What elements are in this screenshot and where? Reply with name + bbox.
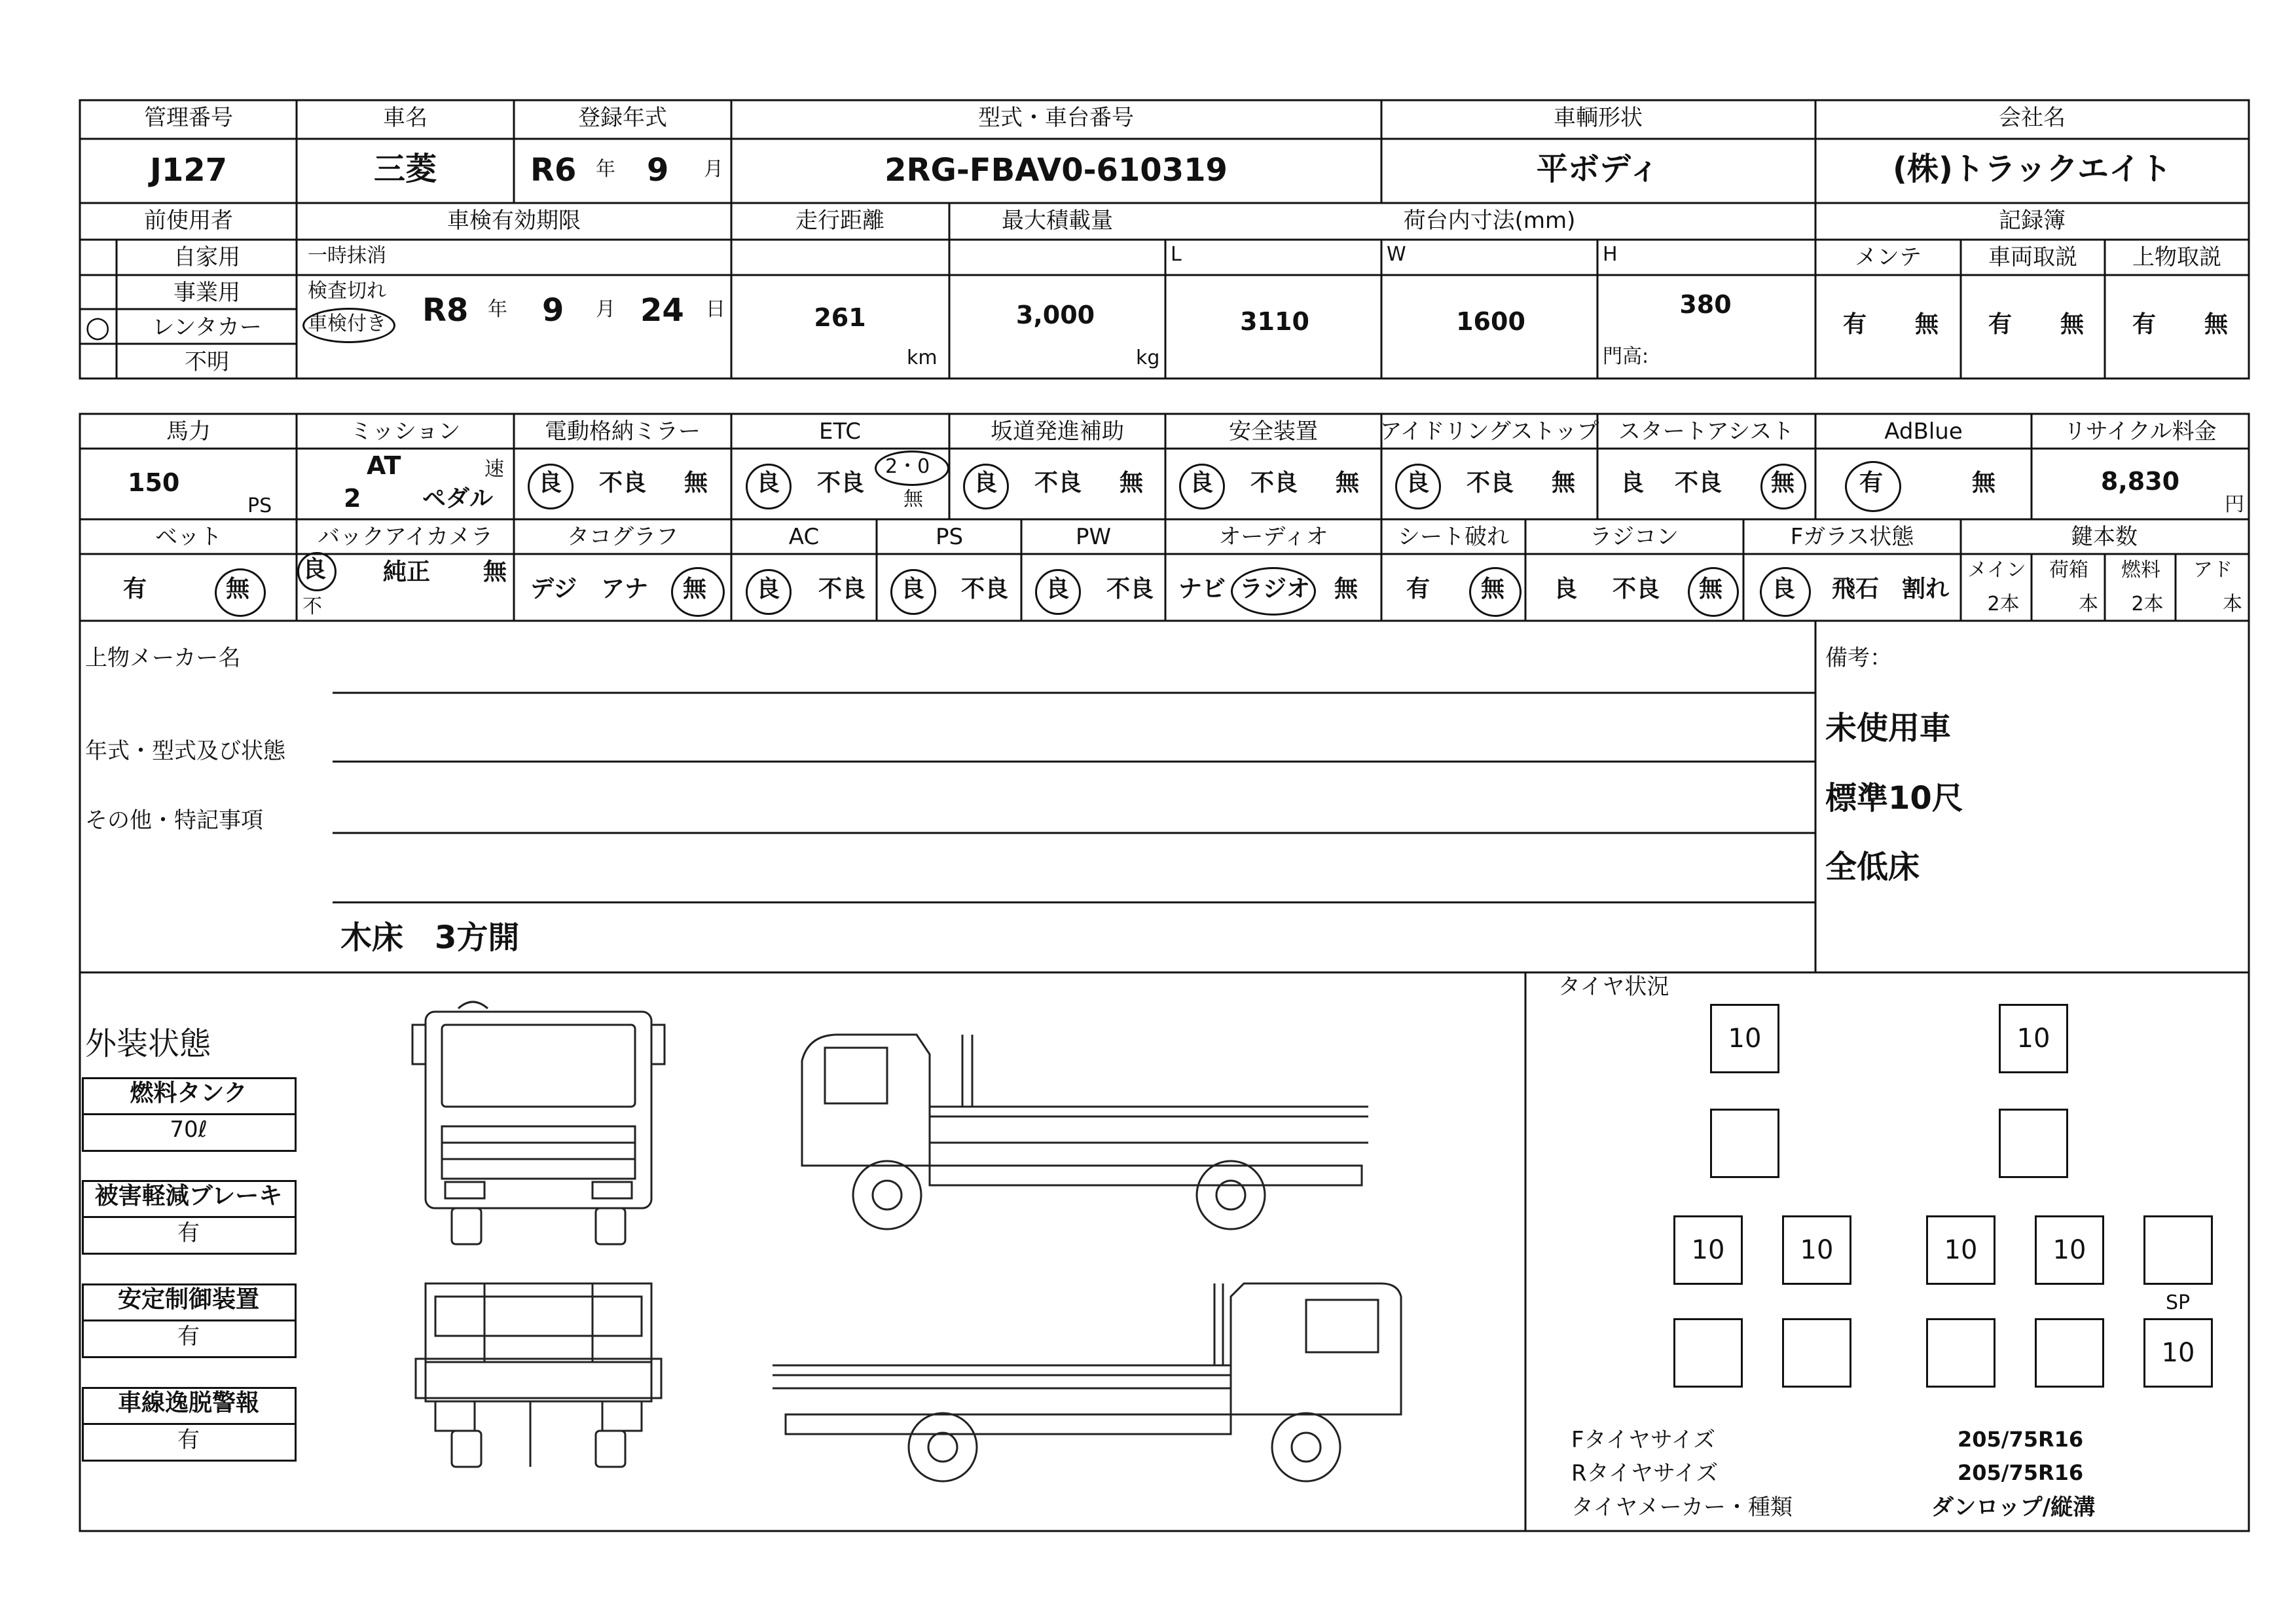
collision-brake-label: 被害軽減ブレーキ	[94, 1183, 283, 1209]
fuel-tank-label: 燃料タンク	[130, 1080, 247, 1107]
remark-low-floor: 全低床	[1825, 849, 1920, 885]
inspection-month: 9	[542, 292, 564, 329]
tire-front-right-blank	[1999, 1109, 2068, 1178]
key-main-count: 2本	[1987, 593, 2020, 616]
header-mission: ミッション	[350, 418, 461, 445]
safety-none: 無	[1336, 470, 1360, 496]
record-body-manual-no: 無	[2204, 311, 2229, 338]
audio-none: 無	[1334, 576, 1358, 602]
glass-crack: 割れ	[1902, 576, 1950, 602]
reg-year-unit: 年	[596, 158, 615, 181]
seat-tear-yes: 有	[1406, 576, 1430, 602]
f-tire-size: 205/75R16	[1958, 1427, 2084, 1452]
header-pw: PW	[1075, 524, 1112, 550]
mileage-value: 261	[814, 303, 866, 332]
r-tire-size: 205/75R16	[1958, 1460, 2084, 1485]
max-load-unit: kg	[1136, 346, 1160, 369]
tire-status-title: タイヤ状況	[1558, 974, 1669, 1000]
key-fuel-label: 燃料	[2121, 559, 2160, 581]
key-box-label: 荷箱	[2049, 559, 2088, 581]
start-assist-bad: 不良	[1675, 470, 1722, 496]
truck-right-side-view	[773, 1283, 1401, 1481]
dim-h-label: H	[1603, 243, 1618, 266]
gate-height-label: 門高:	[1603, 345, 1649, 368]
header-safety: 安全装置	[1229, 418, 1318, 445]
mirror-none: 無	[684, 470, 708, 496]
start-assist-none: 無	[1771, 470, 1795, 496]
tire-maker: ダンロップ/縦溝	[1931, 1494, 2096, 1521]
camera-bad: 不	[302, 595, 322, 618]
body-shape-value: 平ボディ	[1536, 151, 1660, 187]
idling-stop-bad: 不良	[1467, 470, 1514, 496]
tire-front-left: 10	[1710, 1004, 1779, 1073]
remote-none: 無	[1699, 576, 1723, 602]
glass-good: 良	[1772, 576, 1796, 602]
stability-control-value: 有	[177, 1323, 200, 1350]
tire-rear-inner-left: 10	[1782, 1215, 1851, 1285]
lane-departure-label: 車線逸脱警報	[117, 1390, 260, 1416]
header-bed: ベット	[155, 524, 222, 550]
record-maintenance-yes: 有	[1843, 311, 1867, 338]
header-adblue: AdBlue	[1884, 418, 1963, 445]
header-hill-start: 坂道発進補助	[991, 418, 1124, 445]
fuel-tank-value: 70ℓ	[170, 1116, 208, 1143]
record-maintenance-no: 無	[1915, 311, 1939, 338]
mileage-unit: km	[907, 346, 938, 369]
inspection-day-unit: 日	[706, 298, 725, 321]
idling-stop-none: 無	[1552, 470, 1576, 496]
header-idling-stop: アイドリングストップ	[1379, 418, 1599, 445]
mission-num: 2	[344, 484, 361, 513]
tire-rear-inner-right-blank	[1926, 1318, 1995, 1388]
header-mileage: 走行距離	[795, 208, 884, 234]
hp-value: 150	[128, 468, 180, 497]
truck-rear-view	[416, 1283, 661, 1467]
record-body-manual-header: 上物取説	[2132, 244, 2221, 270]
adblue-yes: 有	[1859, 470, 1884, 496]
maker-value: 三菱	[373, 151, 437, 187]
header-back-camera: バックアイカメラ	[318, 524, 493, 550]
header-remote: ラジコン	[1590, 524, 1679, 550]
header-body-shape: 車輌形状	[1554, 105, 1643, 131]
safety-bad: 不良	[1250, 470, 1298, 496]
dim-h-value: 380	[1679, 290, 1732, 319]
taco-none: 無	[683, 576, 707, 602]
mirror-bad: 不良	[599, 470, 647, 496]
mission-pedal: ペダル	[422, 485, 494, 512]
model-chassis-value: 2RG-FBAV0-610319	[884, 152, 1228, 189]
remarks-label: 備考：	[1825, 645, 1892, 671]
prev-user-private: 自家用	[173, 244, 240, 270]
header-horsepower: 馬力	[166, 418, 211, 445]
lane-departure-value: 有	[177, 1427, 200, 1453]
exterior-title: 外装状態	[85, 1025, 211, 1062]
safety-good: 良	[1190, 470, 1214, 496]
record-vehicle-manual-no: 無	[2060, 311, 2085, 338]
prev-user-rental: レンタカー	[152, 314, 262, 341]
hill-start-good: 良	[974, 470, 998, 496]
mission-speed-unit: 速	[484, 458, 504, 481]
etc-version: 2・0	[885, 455, 930, 478]
tire-spare: 10	[2143, 1318, 2213, 1388]
header-max-load: 最大積載量	[1002, 208, 1113, 234]
header-etc: ETC	[819, 418, 861, 445]
header-ps: PS	[935, 524, 964, 550]
etc-none: 無	[903, 488, 923, 511]
truck-front-view	[412, 1002, 665, 1244]
header-tachograph: タコグラフ	[567, 524, 678, 550]
header-seat-tear: シート破れ	[1398, 524, 1509, 550]
tire-rear-outer-right-blank	[2035, 1318, 2104, 1388]
mirror-good: 良	[538, 470, 562, 496]
prev-user-selected-mark: ○	[85, 310, 111, 344]
tire-extra-blank	[2143, 1215, 2213, 1285]
reg-month-value: 9	[647, 152, 669, 189]
recycle-fee-value: 8,830	[2100, 467, 2180, 496]
inspection-year-unit: 年	[488, 298, 507, 321]
header-records: 記録簿	[1999, 208, 2066, 234]
record-maintenance-header: メンテ	[1855, 244, 1922, 270]
company-value: (株)トラックエイト	[1893, 151, 2172, 187]
bed-none: 無	[226, 576, 250, 602]
key-adblue-count: 本	[2223, 593, 2242, 616]
dim-w-label: W	[1387, 243, 1406, 266]
prev-user-unknown: 不明	[185, 349, 229, 375]
dim-l-value: 3110	[1240, 307, 1309, 336]
remote-bad: 不良	[1613, 576, 1660, 602]
year-model-label: 年式・型式及び状態	[85, 738, 285, 764]
audio-navi: ナビ	[1178, 576, 1226, 602]
record-body-manual-yes: 有	[2132, 311, 2157, 338]
dim-l-label: L	[1171, 243, 1182, 266]
header-keys: 鍵本数	[2071, 524, 2138, 550]
key-fuel-count: 2本	[2131, 593, 2164, 616]
remark-standard-10: 標準10尺	[1825, 780, 1963, 817]
pw-good: 良	[1046, 576, 1070, 602]
camera-none: 無	[483, 559, 507, 585]
inspection-valid: 車検付き	[308, 312, 386, 335]
tire-rear-inner-left-blank	[1782, 1318, 1851, 1388]
hp-unit: PS	[247, 494, 272, 517]
inspection-era: R8	[422, 292, 469, 329]
remote-good: 良	[1554, 576, 1578, 602]
ps-good: 良	[901, 576, 925, 602]
mgmt-no-value: J127	[149, 152, 228, 189]
header-reg-year: 登録年式	[578, 105, 667, 131]
camera-good: 良	[302, 556, 327, 583]
tire-rear-outer-left: 10	[1673, 1215, 1743, 1285]
adblue-none: 無	[1972, 470, 1996, 496]
tire-front-left-blank	[1710, 1109, 1779, 1178]
header-mgmt-no: 管理番号	[144, 105, 233, 131]
hill-start-none: 無	[1120, 470, 1144, 496]
other-notes-label: その他・特記事項	[85, 807, 263, 834]
hill-start-bad: 不良	[1034, 470, 1082, 496]
pw-bad: 不良	[1106, 576, 1154, 602]
body-maker-label: 上物メーカー名	[85, 645, 241, 671]
bed-note: 木床 3方開	[340, 919, 520, 956]
inspection-month-unit: 月	[596, 298, 615, 321]
max-load-value: 3,000	[1015, 301, 1095, 329]
stability-control-label: 安定制御装置	[117, 1286, 260, 1313]
header-audio: オーディオ	[1218, 524, 1328, 550]
tire-front-right: 10	[1999, 1004, 2068, 1073]
header-start-assist: スタートアシスト	[1618, 418, 1795, 445]
inspection-expired: 検査切れ	[308, 280, 386, 303]
f-tire-size-label: Fタイヤサイズ	[1571, 1427, 1716, 1453]
header-bed-dims: 荷台内寸法(mm)	[1403, 208, 1576, 234]
audio-radio: ラジオ	[1239, 576, 1311, 602]
inspection-temporary-deregistered: 一時抹消	[308, 244, 386, 267]
taco-digital: デジ	[530, 576, 577, 602]
key-adblue-label: アド	[2193, 559, 2232, 581]
spare-label: SP	[2166, 1291, 2191, 1314]
remark-unused: 未使用車	[1825, 710, 1952, 747]
record-vehicle-manual-header: 車両取説	[1988, 244, 2077, 270]
header-recycle-fee: リサイクル料金	[2064, 418, 2217, 445]
inspection-day: 24	[640, 292, 684, 329]
header-power-mirror: 電動格納ミラー	[545, 418, 701, 445]
collision-brake-value: 有	[177, 1220, 200, 1246]
reg-month-unit: 月	[704, 158, 723, 181]
seat-tear-none: 無	[1481, 576, 1505, 602]
etc-bad: 不良	[817, 470, 865, 496]
header-ac: AC	[788, 524, 820, 550]
tire-rear-outer-left-blank	[1673, 1318, 1743, 1388]
ps-bad: 不良	[961, 576, 1009, 602]
recycle-fee-unit: 円	[2225, 493, 2244, 516]
camera-oem: 純正	[383, 559, 431, 585]
key-box-count: 本	[2079, 593, 2098, 616]
header-company: 会社名	[1999, 105, 2066, 131]
header-maker: 車名	[383, 105, 428, 131]
idling-stop-good: 良	[1406, 470, 1430, 496]
truck-left-side-view	[802, 1035, 1368, 1229]
prev-user-business: 事業用	[173, 280, 240, 306]
header-model-chassis: 型式・車台番号	[978, 105, 1134, 131]
tire-maker-label: タイヤメーカー・種類	[1571, 1494, 1793, 1521]
tire-rear-outer-right: 10	[2035, 1215, 2104, 1285]
bed-yes: 有	[123, 576, 147, 602]
ac-bad: 不良	[818, 576, 866, 602]
etc-good: 良	[756, 470, 780, 496]
header-f-glass: Fガラス状態	[1790, 524, 1914, 550]
key-main-label: メイン	[1967, 559, 2026, 581]
glass-chip: 飛石	[1832, 576, 1880, 602]
header-prev-user: 前使用者	[144, 208, 233, 234]
dim-w-value: 1600	[1456, 307, 1525, 336]
mission-type: AT	[367, 451, 401, 480]
reg-era-value: R6	[530, 152, 577, 189]
start-assist-good: 良	[1620, 470, 1645, 496]
taco-analog: アナ	[601, 576, 649, 602]
header-inspection: 車検有効期限	[447, 208, 581, 234]
tire-rear-inner-right: 10	[1926, 1215, 1995, 1285]
record-vehicle-manual-yes: 有	[1988, 311, 2013, 338]
r-tire-size-label: Rタイヤサイズ	[1571, 1460, 1719, 1486]
ac-good: 良	[756, 576, 780, 602]
